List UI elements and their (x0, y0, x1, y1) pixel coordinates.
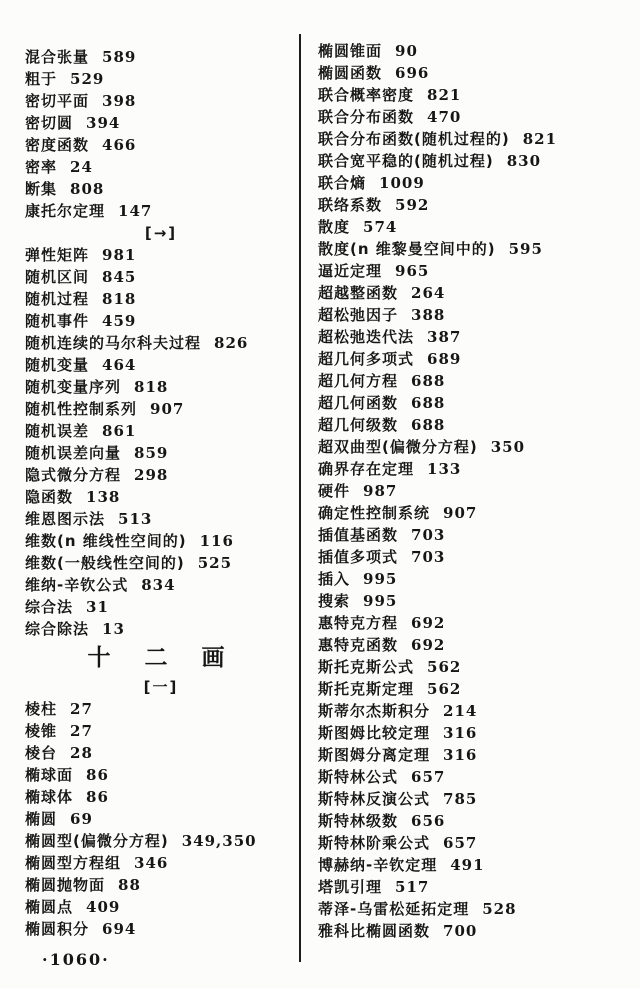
index-row (25, 442, 297, 464)
index-row (318, 84, 633, 106)
index-row (318, 392, 633, 414)
index-page-number: 981 (102, 246, 137, 264)
index-term: 断集 (25, 180, 58, 198)
index-row (25, 244, 297, 266)
index-term: [→] (144, 224, 178, 242)
index-page-number: 27 (70, 700, 93, 718)
index-page-number: 818 (102, 290, 137, 308)
index-page-number: 808 (70, 180, 105, 198)
index-row (318, 194, 633, 216)
index-page-number: 388 (411, 306, 446, 324)
index-term: 椭圆函数 (318, 64, 383, 82)
index-row (25, 530, 297, 552)
index-page-number: 595 (508, 240, 543, 258)
index-term: 密度函数 (25, 136, 90, 154)
index-column-left (25, 46, 297, 940)
index-row (318, 810, 633, 832)
index-term: 联合宽平稳的(随机过程) (318, 152, 494, 170)
index-row (318, 62, 633, 84)
index-term: 隐式微分方程 (25, 466, 122, 484)
index-page-number: 27 (70, 722, 93, 740)
index-page-number: 692 (411, 614, 446, 632)
index-term: 斯特林公式 (318, 768, 399, 786)
index-term: 搜索 (318, 592, 351, 610)
index-row (25, 376, 297, 398)
index-term: 斯特林级数 (318, 812, 399, 830)
index-row (318, 854, 633, 876)
index-row (318, 722, 633, 744)
index-page-number: 529 (70, 70, 105, 88)
index-page-number: 562 (427, 680, 462, 698)
index-term: 粗于 (25, 70, 58, 88)
index-term: 超几何多项式 (318, 350, 415, 368)
index-term: 棱锥 (25, 722, 58, 740)
index-column-right (318, 40, 633, 942)
index-term: 弹性矩阵 (25, 246, 90, 264)
index-row (25, 200, 297, 222)
index-term: 随机区间 (25, 268, 90, 286)
index-page-number: 834 (141, 576, 176, 594)
index-page-number: 859 (134, 444, 169, 462)
index-term: 联合概率密度 (318, 86, 415, 104)
index-page-number: 147 (118, 202, 153, 220)
index-row (318, 172, 633, 194)
index-page-number: 696 (395, 64, 430, 82)
index-row (25, 618, 297, 640)
index-page-number: 785 (443, 790, 478, 808)
index-page-number: 525 (197, 554, 233, 572)
index-row (318, 238, 633, 260)
index-page-number: 470 (427, 108, 462, 126)
index-row (318, 656, 633, 678)
index-term: 散度 (318, 218, 351, 236)
index-row (318, 788, 633, 810)
index-page-number: 1009 (379, 174, 425, 192)
index-term: 超松弛因子 (318, 306, 399, 324)
index-row (25, 640, 297, 676)
index-term: 联络系数 (318, 196, 383, 214)
index-term: 随机事件 (25, 312, 90, 330)
index-row (25, 420, 297, 442)
index-page-number: 69 (70, 810, 93, 828)
index-page-number: 264 (411, 284, 446, 302)
index-page-number: 298 (134, 466, 169, 484)
index-row (318, 612, 633, 634)
index-row (318, 260, 633, 282)
index-page-number: 907 (150, 400, 185, 418)
index-term: 棱柱 (25, 700, 58, 718)
index-term: 密切平面 (25, 92, 90, 110)
index-page-number: 845 (102, 268, 137, 286)
index-row (318, 414, 633, 436)
index-page-number: 688 (411, 372, 446, 390)
index-row (318, 502, 633, 524)
index-page-number: 821 (427, 86, 462, 104)
index-page-number: 703 (411, 548, 446, 566)
index-row (318, 832, 633, 854)
index-row (318, 150, 633, 172)
index-term: 椭球体 (25, 788, 74, 806)
index-term: 超几何函数 (318, 394, 399, 412)
index-page-number: 694 (102, 920, 137, 938)
index-term: 斯蒂尔杰斯积分 (318, 702, 431, 720)
index-term: 维纳-辛钦公式 (25, 576, 129, 594)
index-row (25, 764, 297, 786)
index-row (318, 348, 633, 370)
index-page-number: 562 (427, 658, 462, 676)
index-row (25, 90, 297, 112)
index-row (25, 332, 297, 354)
index-row (318, 458, 633, 480)
index-term: 联合熵 (318, 174, 367, 192)
index-term: 椭圆型(偏微分方程) (25, 832, 169, 850)
index-row (25, 398, 297, 420)
index-page-number: 86 (86, 788, 109, 806)
index-row (318, 436, 633, 458)
index-page-number: 528 (482, 900, 517, 918)
index-term: 散度(n 维黎曼空间中的) (318, 240, 496, 258)
index-page-number: 464 (102, 356, 137, 374)
index-page-number: 826 (214, 334, 249, 352)
index-term: 确界存在定理 (318, 460, 415, 478)
index-term: 随机连续的马尔科夫过程 (25, 334, 202, 352)
index-term: 硬件 (318, 482, 351, 500)
index-page-number: 995 (363, 592, 398, 610)
index-row (318, 106, 633, 128)
index-term: 综合法 (25, 598, 74, 616)
index-row (25, 46, 297, 68)
index-term: 椭圆点 (25, 898, 74, 916)
index-row (25, 222, 297, 244)
index-row (25, 574, 297, 596)
index-term: 斯特林反演公式 (318, 790, 431, 808)
index-term: [一] (143, 678, 179, 696)
index-row (318, 304, 633, 326)
index-row (25, 288, 297, 310)
index-page-number: 138 (86, 488, 121, 506)
index-row (25, 676, 297, 698)
index-term: 十二画 (87, 645, 259, 671)
index-term: 随机性控制系列 (25, 400, 138, 418)
index-page-number: 513 (118, 510, 153, 528)
index-row (318, 678, 633, 700)
index-page-number: 387 (427, 328, 462, 346)
index-term: 联合分布函数 (318, 108, 415, 126)
index-row (318, 700, 633, 722)
index-page-number: 592 (395, 196, 430, 214)
index-row (25, 266, 297, 288)
index-term: 超双曲型(偏微分方程) (318, 438, 478, 456)
index-page-number: 821 (522, 130, 558, 148)
index-page-number: 316 (443, 724, 478, 742)
index-page-number: 24 (70, 158, 93, 176)
index-page-number: 656 (411, 812, 446, 830)
index-page-number: 13 (102, 620, 125, 638)
index-row (25, 742, 297, 764)
index-row (25, 486, 297, 508)
index-row (318, 876, 633, 898)
index-term: 随机误差向量 (25, 444, 122, 462)
index-term: 密率 (25, 158, 58, 176)
index-term: 超几何方程 (318, 372, 399, 390)
index-row (318, 216, 633, 238)
index-page-number: 31 (86, 598, 109, 616)
index-page-number: 28 (70, 744, 93, 762)
index-term: 椭圆 (25, 810, 58, 828)
index-page-number: 688 (411, 416, 446, 434)
index-term: 椭圆积分 (25, 920, 90, 938)
index-page-number: 398 (102, 92, 137, 110)
index-row (25, 354, 297, 376)
index-row (25, 178, 297, 200)
index-page-number: 830 (506, 152, 542, 170)
index-page-number: 86 (86, 766, 109, 784)
index-term: 插值多项式 (318, 548, 399, 566)
index-term: 隐函数 (25, 488, 74, 506)
index-row (25, 134, 297, 156)
index-term: 惠特克函数 (318, 636, 399, 654)
index-term: 椭圆锥面 (318, 42, 383, 60)
index-row (318, 634, 633, 656)
index-row (25, 852, 297, 874)
index-row (25, 310, 297, 332)
index-row (25, 896, 297, 918)
index-term: 惠特克方程 (318, 614, 399, 632)
index-row (318, 128, 633, 150)
index-term: 椭圆抛物面 (25, 876, 106, 894)
index-term: 超越整函数 (318, 284, 399, 302)
index-page-number: 90 (395, 42, 418, 60)
index-row (318, 524, 633, 546)
index-term: 随机误差 (25, 422, 90, 440)
index-term: 插入 (318, 570, 351, 588)
index-row (318, 546, 633, 568)
index-term: 综合除法 (25, 620, 90, 638)
index-row (318, 40, 633, 62)
index-term: 随机变量 (25, 356, 90, 374)
index-row (25, 786, 297, 808)
index-term: 椭球面 (25, 766, 74, 784)
index-row (25, 112, 297, 134)
index-term: 混合张量 (25, 48, 90, 66)
index-row (318, 282, 633, 304)
index-page-number: 703 (411, 526, 446, 544)
index-term: 随机过程 (25, 290, 90, 308)
index-term: 确定性控制系统 (318, 504, 431, 522)
index-page-number: 214 (443, 702, 478, 720)
index-term: 椭圆型方程组 (25, 854, 122, 872)
index-page-number: 517 (395, 878, 430, 896)
index-page-number: 689 (427, 350, 462, 368)
index-term: 康托尔定理 (25, 202, 106, 220)
index-page-number: 316 (443, 746, 478, 764)
index-page-number: 995 (363, 570, 398, 588)
index-page-number: 907 (443, 504, 478, 522)
index-row (25, 596, 297, 618)
index-row (318, 898, 633, 920)
index-row (318, 568, 633, 590)
index-page-number: 350 (490, 438, 526, 456)
index-term: 维数(n 维线性空间的) (25, 532, 187, 550)
index-page-number: 818 (134, 378, 169, 396)
index-term: 塔凯引理 (318, 878, 383, 896)
index-page-number: 965 (395, 262, 430, 280)
index-term: 超松弛迭代法 (318, 328, 415, 346)
index-page-number: 861 (102, 422, 137, 440)
index-row (318, 590, 633, 612)
index-row (318, 326, 633, 348)
index-row (318, 370, 633, 392)
index-term: 斯特林阶乘公式 (318, 834, 431, 852)
index-term: 超几何级数 (318, 416, 399, 434)
folio-page-number: ·1060· (42, 950, 110, 969)
index-page-number: 349,350 (181, 832, 257, 850)
index-page-number: 657 (411, 768, 446, 786)
index-term: 维数(一般线性空间的) (25, 554, 185, 572)
index-term: 密切圆 (25, 114, 74, 132)
index-page-number: 574 (363, 218, 398, 236)
index-page-number: 133 (427, 460, 462, 478)
index-row (25, 464, 297, 486)
index-term: 斯图姆比较定理 (318, 724, 431, 742)
index-row (25, 808, 297, 830)
index-row (318, 744, 633, 766)
index-page-number: 657 (443, 834, 478, 852)
index-row (25, 698, 297, 720)
index-page-number: 409 (86, 898, 121, 916)
index-page-number: 346 (134, 854, 169, 872)
index-row (25, 874, 297, 896)
column-divider (299, 34, 301, 962)
index-term: 逼近定理 (318, 262, 383, 280)
index-term: 斯图姆分离定理 (318, 746, 431, 764)
index-page-number: 116 (199, 532, 234, 550)
index-row (25, 552, 297, 574)
index-row (25, 508, 297, 530)
index-page-number: 700 (443, 922, 478, 940)
index-row (318, 480, 633, 502)
index-term: 插值基函数 (318, 526, 399, 544)
index-page-number: 987 (363, 482, 398, 500)
index-row (318, 766, 633, 788)
index-term: 联合分布函数(随机过程的) (318, 130, 510, 148)
index-row (25, 830, 297, 852)
index-page-number: 394 (86, 114, 121, 132)
index-term: 蒂泽-乌雷松延拓定理 (318, 900, 470, 918)
index-term: 斯托克斯定理 (318, 680, 415, 698)
index-page-number: 88 (118, 876, 141, 894)
index-row (25, 68, 297, 90)
index-row (25, 918, 297, 940)
index-page-number: 491 (450, 856, 485, 874)
index-row (25, 156, 297, 178)
index-page-number: 459 (102, 312, 137, 330)
index-row (318, 920, 633, 942)
index-term: 棱台 (25, 744, 58, 762)
index-page-number: 692 (411, 636, 446, 654)
index-term: 雅科比椭圆函数 (318, 922, 431, 940)
index-page-number: 466 (102, 136, 137, 154)
index-term: 维恩图示法 (25, 510, 106, 528)
index-row (25, 720, 297, 742)
index-term: 斯托克斯公式 (318, 658, 415, 676)
index-term: 博赫纳-辛钦定理 (318, 856, 438, 874)
index-page-number: 688 (411, 394, 446, 412)
index-term: 随机变量序列 (25, 378, 122, 396)
index-page-number: 589 (102, 48, 137, 66)
